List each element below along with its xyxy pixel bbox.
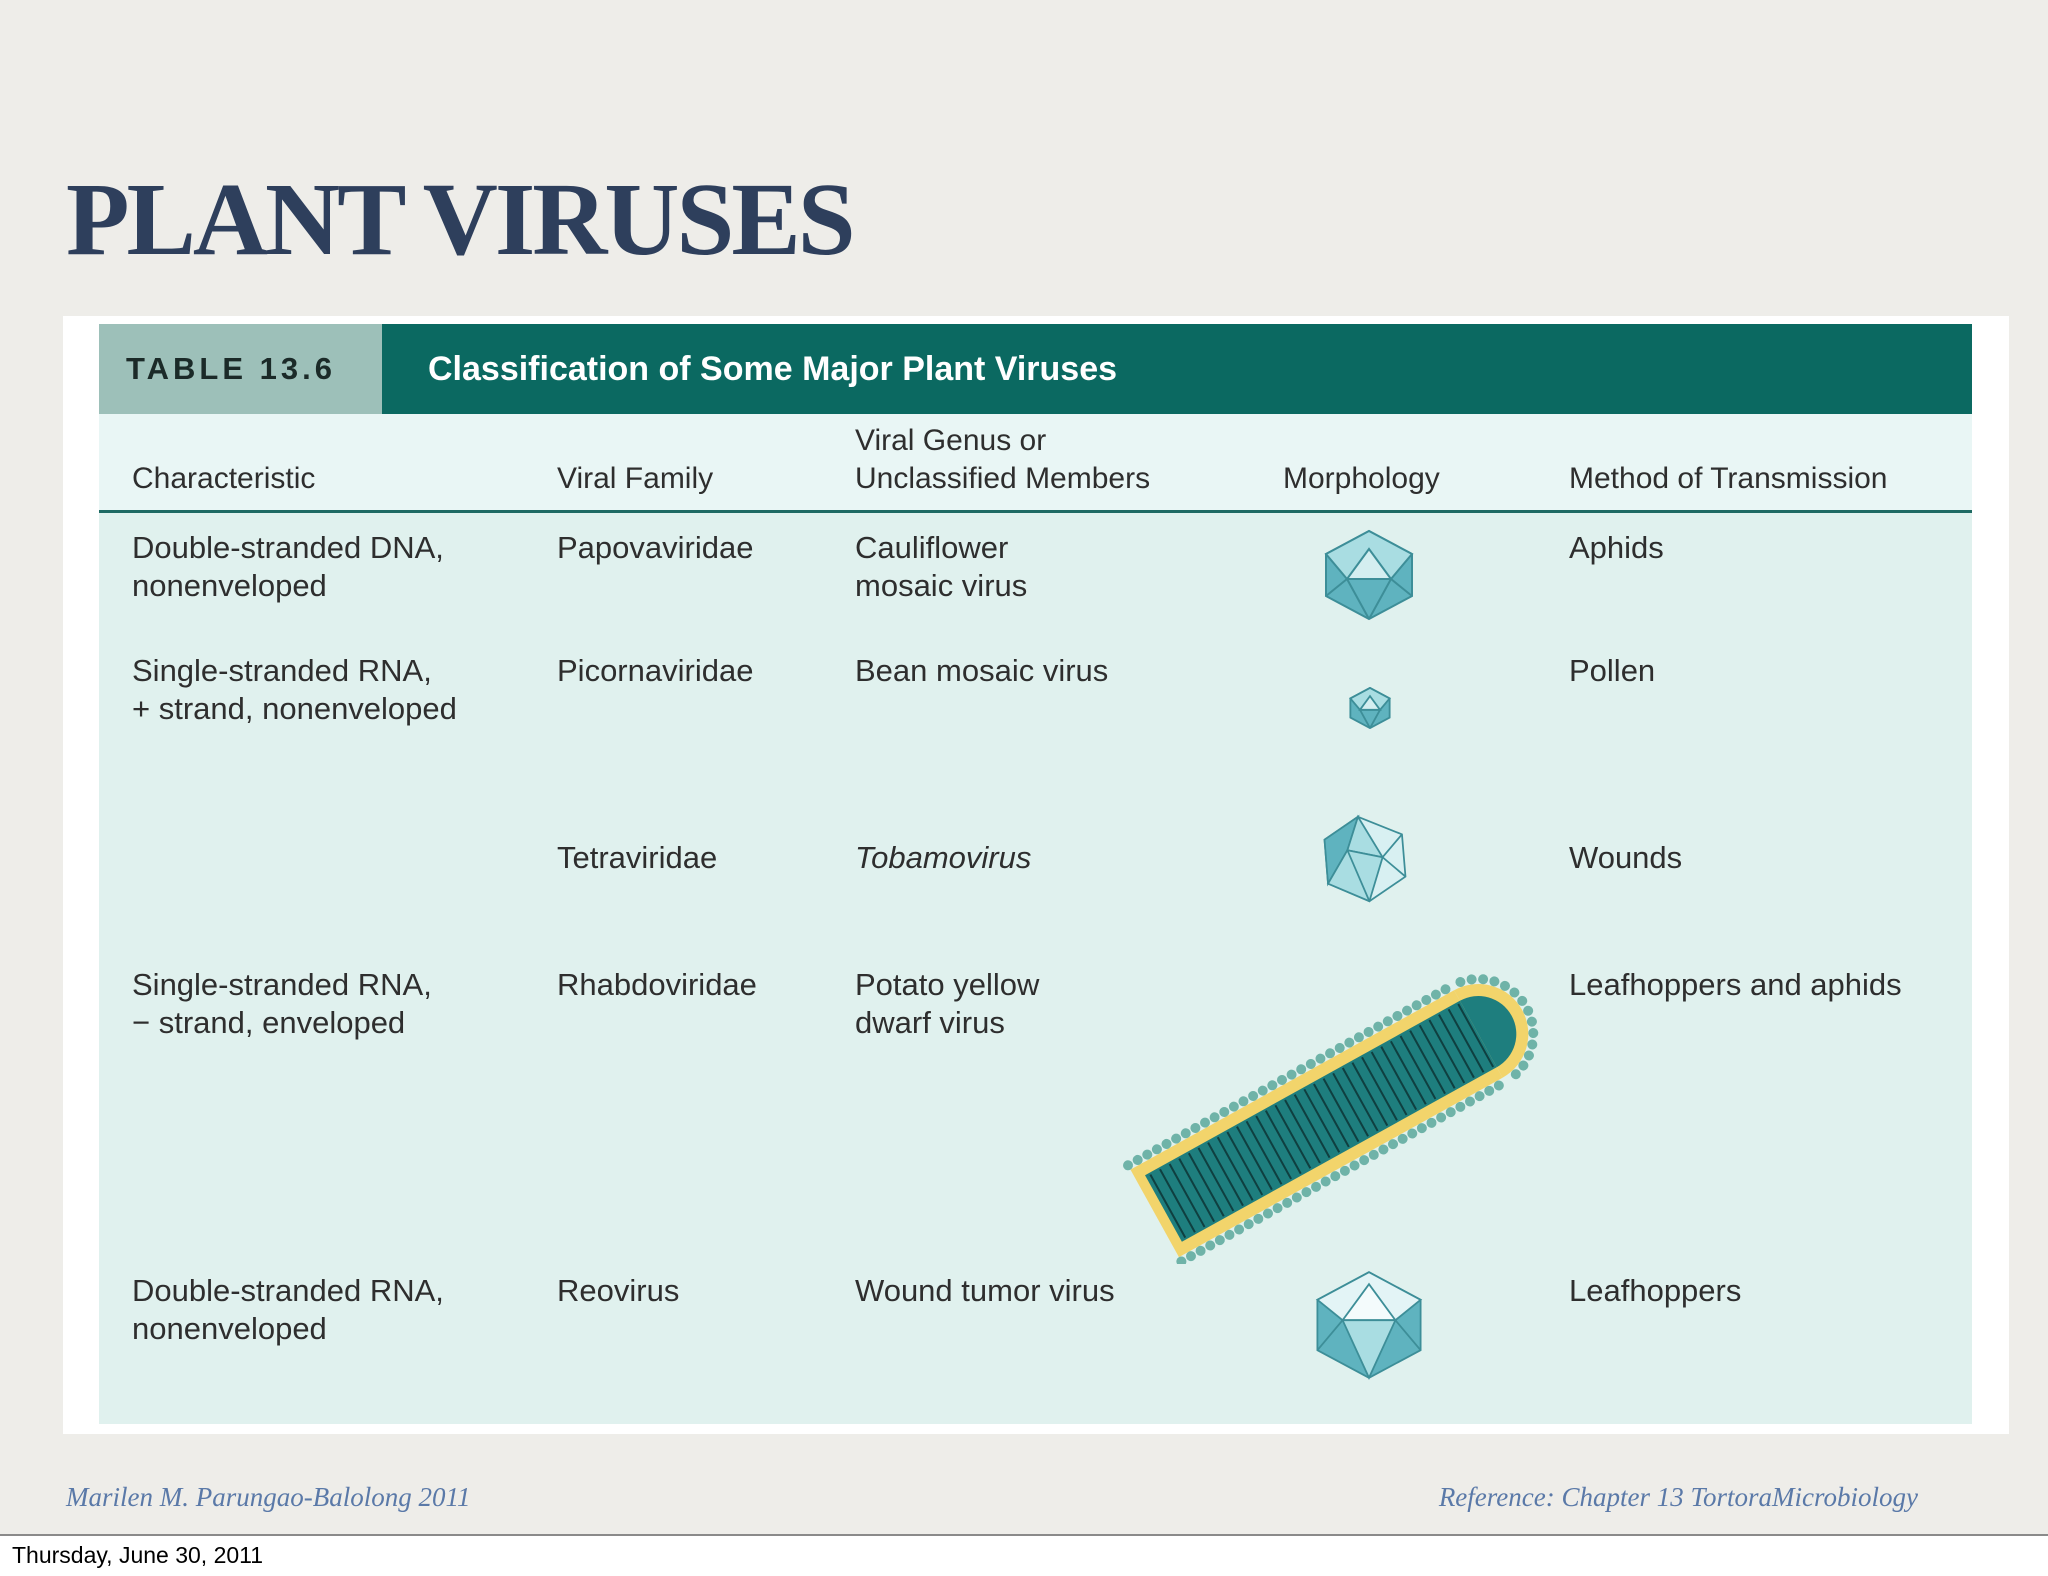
viral-family: Rhabdoviridae	[557, 967, 757, 1002]
date-caption: Thursday, June 30, 2011	[12, 1542, 264, 1568]
author-credit: Marilen M. Parungao-Balolong 2011	[66, 1482, 471, 1512]
characteristic-line: + strand, nonenveloped	[132, 691, 457, 726]
column-header-row	[99, 414, 1972, 513]
viral-member-line: Potato yellow	[855, 967, 1040, 1002]
column-header-characteristic: Characteristic	[132, 462, 316, 495]
large-icosahedron-icon	[1309, 1269, 1429, 1381]
table-title: Classification of Some Major Plant Viruses	[428, 349, 1118, 388]
table-title-bar	[382, 324, 1972, 414]
enveloped-rod-icon	[1109, 964, 1559, 1264]
viral-family: Picornaviridae	[557, 653, 754, 688]
icosahedron-icon	[1321, 814, 1409, 904]
viral-member-line: mosaic virus	[855, 568, 1028, 603]
table-frame	[63, 316, 2009, 1434]
viral-member-line: Wound tumor virus	[855, 1273, 1115, 1308]
transmission-method: Pollen	[1569, 653, 1656, 688]
classification-table	[99, 324, 1972, 1424]
characteristic-line: Double-stranded DNA,	[132, 530, 444, 565]
transmission-method: Leafhoppers and aphids	[1569, 967, 1902, 1002]
transmission-method: Wounds	[1569, 840, 1683, 875]
characteristic-line: − strand, enveloped	[132, 1005, 406, 1040]
column-header-family: Viral Family	[557, 462, 714, 495]
viral-member-line: dwarf virus	[855, 1005, 1005, 1040]
reference-note: Reference: Chapter 13 TortoraMicrobiology	[1438, 1482, 1918, 1512]
transmission-method: Aphids	[1569, 530, 1664, 565]
small-icosahedron-icon	[1347, 687, 1393, 729]
column-header-transmission: Method of Transmission	[1569, 462, 1888, 495]
viral-member-line: Tobamovirus	[855, 840, 1032, 875]
characteristic-line: Single-stranded RNA,	[132, 653, 432, 688]
table-label-box	[99, 324, 382, 414]
characteristic-line: Double-stranded RNA,	[132, 1273, 444, 1308]
viral-member-line: Cauliflower	[855, 530, 1009, 565]
characteristic-line: nonenveloped	[132, 568, 327, 603]
viral-member-line: Bean mosaic virus	[855, 653, 1109, 688]
viral-family: Papovaviridae	[557, 530, 754, 565]
transmission-method: Leafhoppers	[1569, 1273, 1742, 1308]
column-header-members-line2: Unclassified Members	[855, 462, 1151, 495]
column-header-members-line1: Viral Genus or	[855, 424, 1047, 457]
table-label: TABLE 13.6	[126, 351, 336, 386]
slide-title: PLANT VIRUSES	[66, 162, 853, 277]
viral-family: Tetraviridae	[557, 840, 718, 875]
characteristic-line: nonenveloped	[132, 1311, 327, 1346]
viral-family: Reovirus	[557, 1273, 680, 1308]
icosahedron-icon	[1319, 529, 1419, 621]
characteristic-line: Single-stranded RNA,	[132, 967, 432, 1002]
column-header-morphology: Morphology	[1283, 462, 1440, 495]
